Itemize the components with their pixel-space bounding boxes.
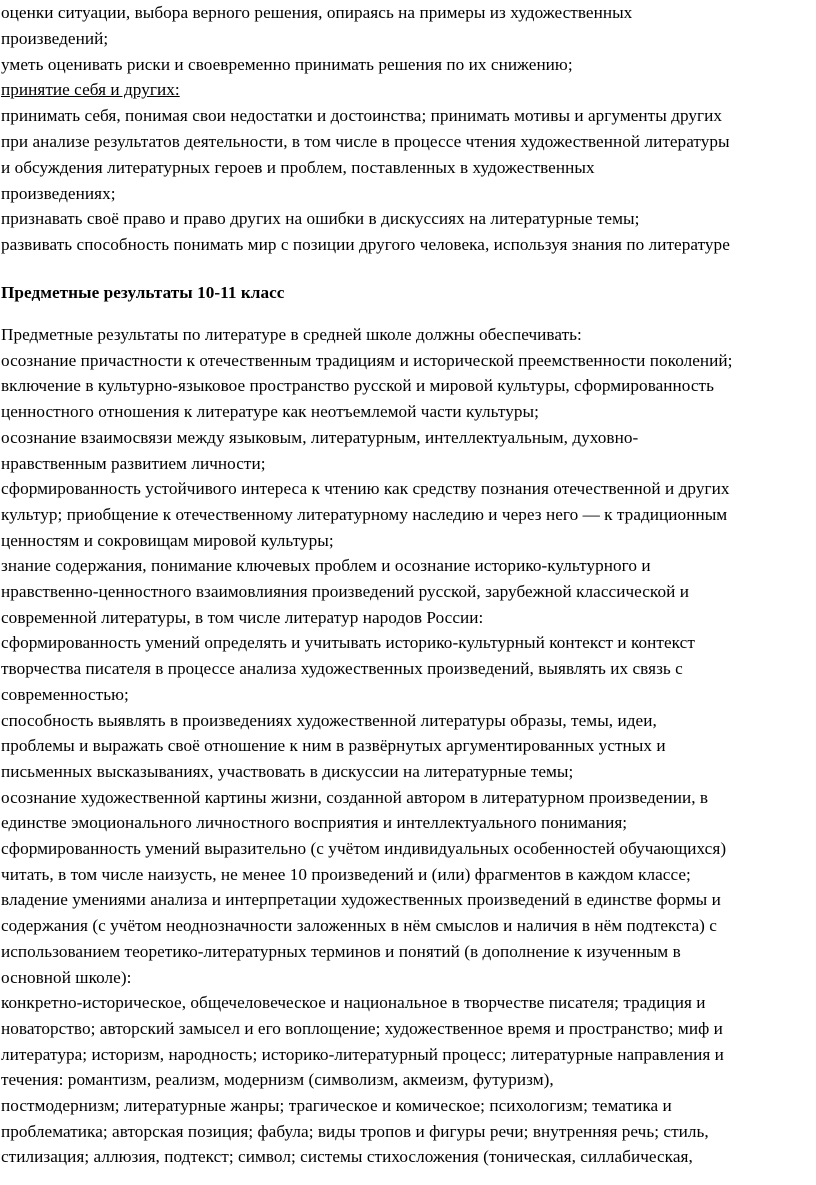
text-line: использованием теоретико-литературных терминов и понятий (в дополнение к изученным в	[1, 941, 681, 961]
text-line: основной школе):	[1, 967, 132, 987]
text-line: проблематика; авторская позиция; фабула; виды тропов и фигуры речи; внутренняя речь; стиль,	[1, 1121, 709, 1141]
text-line: произведений;	[1, 28, 109, 48]
text-line: принимать себя, понимая свои недостатки и достоинства; принимать мотивы и аргументы других	[1, 106, 723, 126]
text-line: осознание причастности к отечественным традициям и исторической преемственности поколений;	[1, 350, 733, 370]
text-line: Предметные результаты по литературе в средней школе должны обеспечивать:	[1, 325, 582, 344]
text-line: культур; приобщение к отечественному литературному наследию и через него — к традиционным	[1, 504, 728, 524]
text-line: проблемы и выражать своё отношение к ним в развёрнутых аргументированных устных и	[1, 736, 666, 756]
text-line: читать, в том числе наизусть, не менее 10 произведений и (или) фрагментов в каждом классе;	[1, 864, 691, 884]
text-line: сформированность устойчивого интереса к чтению как средству познания отечественной и других	[1, 479, 730, 499]
text-line: при анализе результатов деятельности, в том числе в процессе чтения художественной литературы	[1, 132, 730, 151]
text-line: ценностям и сокровищам мировой культуры;	[1, 530, 334, 550]
text-line: развивать способность понимать мир с позиции другого человека, используя знания по литературе	[1, 235, 730, 255]
text-line: включение в культурно-языковое пространство русской и мировой культуры, сформированность	[1, 376, 715, 396]
text-line: уметь оценивать риски и своевременно принимать решения по их снижению;	[1, 54, 573, 74]
text-line: ценностного отношения к литературе как неотъемлемой части культуры;	[1, 402, 539, 422]
text-line: осознание взаимосвязи между языковым, литературным, интеллектуальным, духовно-	[1, 427, 639, 447]
section-heading: Предметные результаты 10-11 класс	[1, 283, 285, 302]
text-line: новаторство; авторский замысел и его воплощение; художественное время и пространство; миф и	[1, 1018, 723, 1038]
text-line: творчества писателя в процессе анализа художественных произведений, выявлять их связь с	[1, 659, 683, 679]
text-line: нравственно-ценностного взаимовлияния произведений русской, зарубежной классической и	[1, 582, 689, 601]
text-line: знание содержания, понимание ключевых проблем и осознание историко-культурного и	[1, 556, 651, 576]
text-line: литература; историзм, народность; историко-литературный процесс; литературные направления и	[1, 1044, 724, 1064]
text-line: содержания (с учётом неоднозначности заложенных в нём смыслов и наличия в нём подтекста) с	[1, 916, 717, 936]
text-line: произведениях;	[1, 183, 116, 203]
text-line: оценки ситуации, выбора верного решения, опираясь на примеры из художественных	[1, 3, 633, 22]
text-line: письменных высказываниях, участвовать в дискуссии на литературные темы;	[1, 761, 574, 781]
text-line: течения: романтизм, реализм, модернизм (символизм, акмеизм, футуризм),	[1, 1070, 554, 1090]
text-line: и обсуждения литературных героев и проблем, поставленных в художественных	[1, 157, 595, 177]
text-line: современностью;	[1, 684, 129, 704]
text-line: принятие себя и других:	[1, 80, 180, 100]
text-line: признавать своё право и право других на ошибки в дискуссиях на литературные темы;	[1, 209, 640, 229]
text-line: единстве эмоционального личностного восприятия и интеллектуального понимания;	[1, 813, 628, 833]
text-line: конкретно-историческое, общечеловеческое и национальное в творчестве писателя; традиция и	[1, 993, 706, 1013]
text-line: способность выявлять в произведениях художественной литературы образы, темы, идеи,	[1, 710, 657, 730]
text-line: владение умениями анализа и интерпретации художественных произведений в единстве формы и	[1, 890, 721, 910]
text-line: осознание художественной картины жизни, созданной автором в литературном произведении, в	[1, 787, 709, 807]
text-line: нравственным развитием личности;	[1, 453, 266, 473]
text-line: сформированность умений выразительно (с учётом индивидуальных особенностей обучающихся)	[1, 839, 727, 858]
text-line: стилизация; аллюзия, подтекст; символ; системы стихосложения (тоническая, силлабическая,	[1, 1147, 693, 1167]
text-line: современной литературы, в том числе литератур народов России:	[1, 607, 484, 627]
text-line: постмодернизм; литературные жанры; трагическое и комическое; психологизм; тематика и	[1, 1096, 672, 1115]
text-line: сформированность умений определять и учитывать историко-культурный контекст и контекст	[1, 633, 695, 653]
